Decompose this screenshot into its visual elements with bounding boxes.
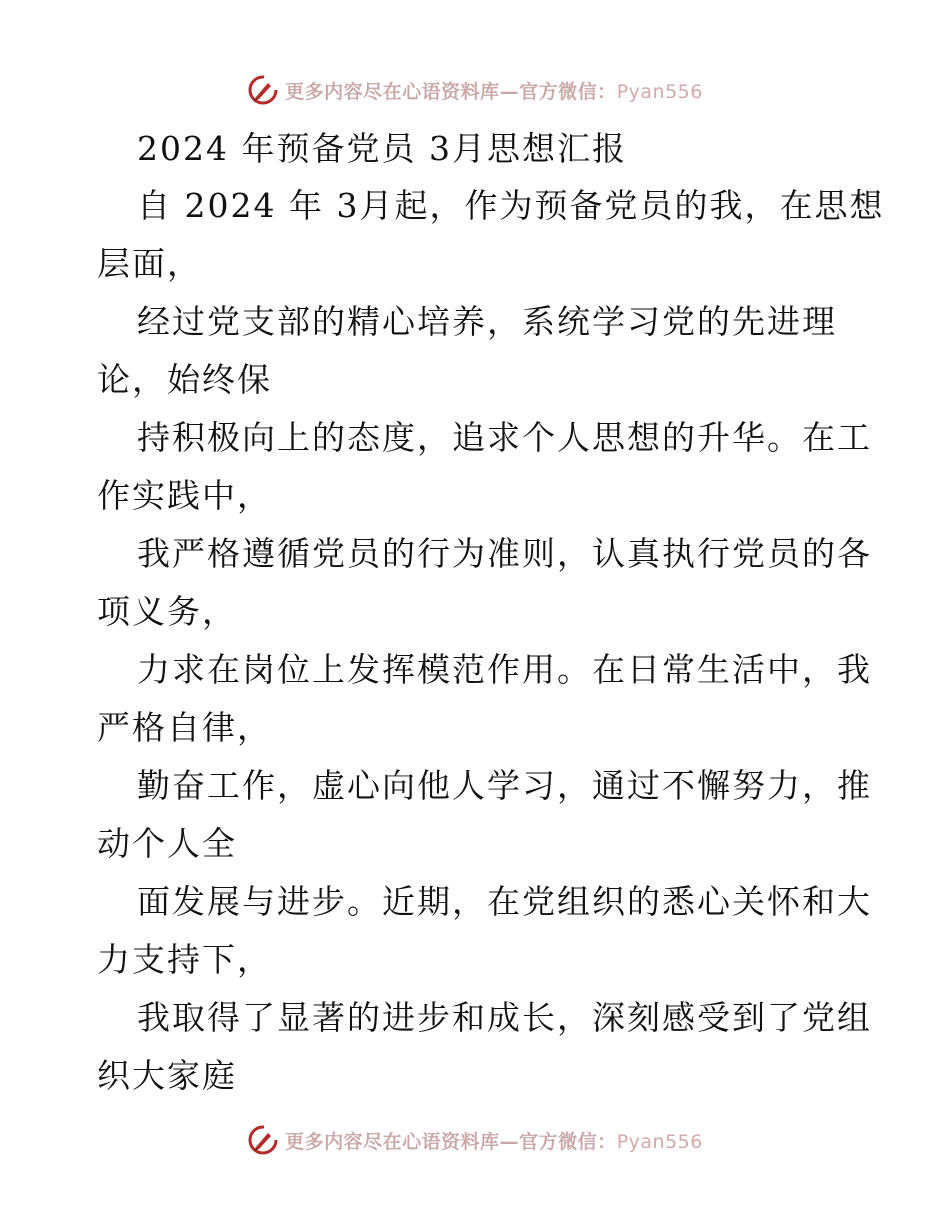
watermark-handle: Pyan556 xyxy=(616,1130,703,1153)
watermark-separator: — xyxy=(499,1130,520,1153)
paragraph-line: 层面， xyxy=(97,244,202,283)
paragraph-line: 面发展与进步。近期，在党组织的悉心关怀和大 xyxy=(137,882,872,921)
watermark-main: 更多内容尽在心语资料库 xyxy=(285,80,500,103)
watermark-main: 更多内容尽在心语资料库 xyxy=(285,1130,500,1153)
paragraph-line: 勤奋工作，虚心向他人学习，通过不懈努力，推 xyxy=(137,766,872,805)
paragraph-line: 项义务， xyxy=(97,592,237,631)
paragraph-line: 动个人全 xyxy=(97,824,237,863)
document-title: 2024 年预备党员 3月思想汇报 xyxy=(137,129,627,168)
paragraph-line: 严格自律， xyxy=(97,708,272,747)
paragraph-line: 自 2024 年 3月起，作为预备党员的我，在思想 xyxy=(137,186,885,225)
watermark-text xyxy=(285,77,703,104)
quill-pen-logo-icon xyxy=(247,1124,279,1156)
watermark-text xyxy=(285,1127,703,1154)
paragraph-line: 力支持下， xyxy=(97,940,272,979)
paragraph-line: 论，始终保 xyxy=(97,360,272,399)
watermark-handle: Pyan556 xyxy=(616,80,703,103)
footer-watermark-banner xyxy=(0,1120,950,1160)
paragraph-line: 织大家庭 xyxy=(97,1056,237,1095)
watermark-suffix: 官方微信： xyxy=(519,1130,617,1153)
paragraph-line: 持积极向上的态度，追求个人思想的升华。在工 xyxy=(137,418,872,457)
watermark-separator: — xyxy=(499,80,520,103)
paragraph-line: 我取得了显著的进步和成长，深刻感受到了党组 xyxy=(137,998,872,1037)
paragraph-line: 经过党支部的精心培养，系统学习党的先进理 xyxy=(137,302,837,341)
header-watermark-banner xyxy=(0,70,950,110)
paragraph-line: 我严格遵循党员的行为准则，认真执行党员的各 xyxy=(137,534,872,573)
quill-pen-logo-icon xyxy=(247,74,279,106)
paragraph-line: 力求在岗位上发挥模范作用。在日常生活中，我 xyxy=(137,650,872,689)
paragraph-line: 作实践中， xyxy=(97,476,272,515)
watermark-suffix: 官方微信： xyxy=(519,80,617,103)
